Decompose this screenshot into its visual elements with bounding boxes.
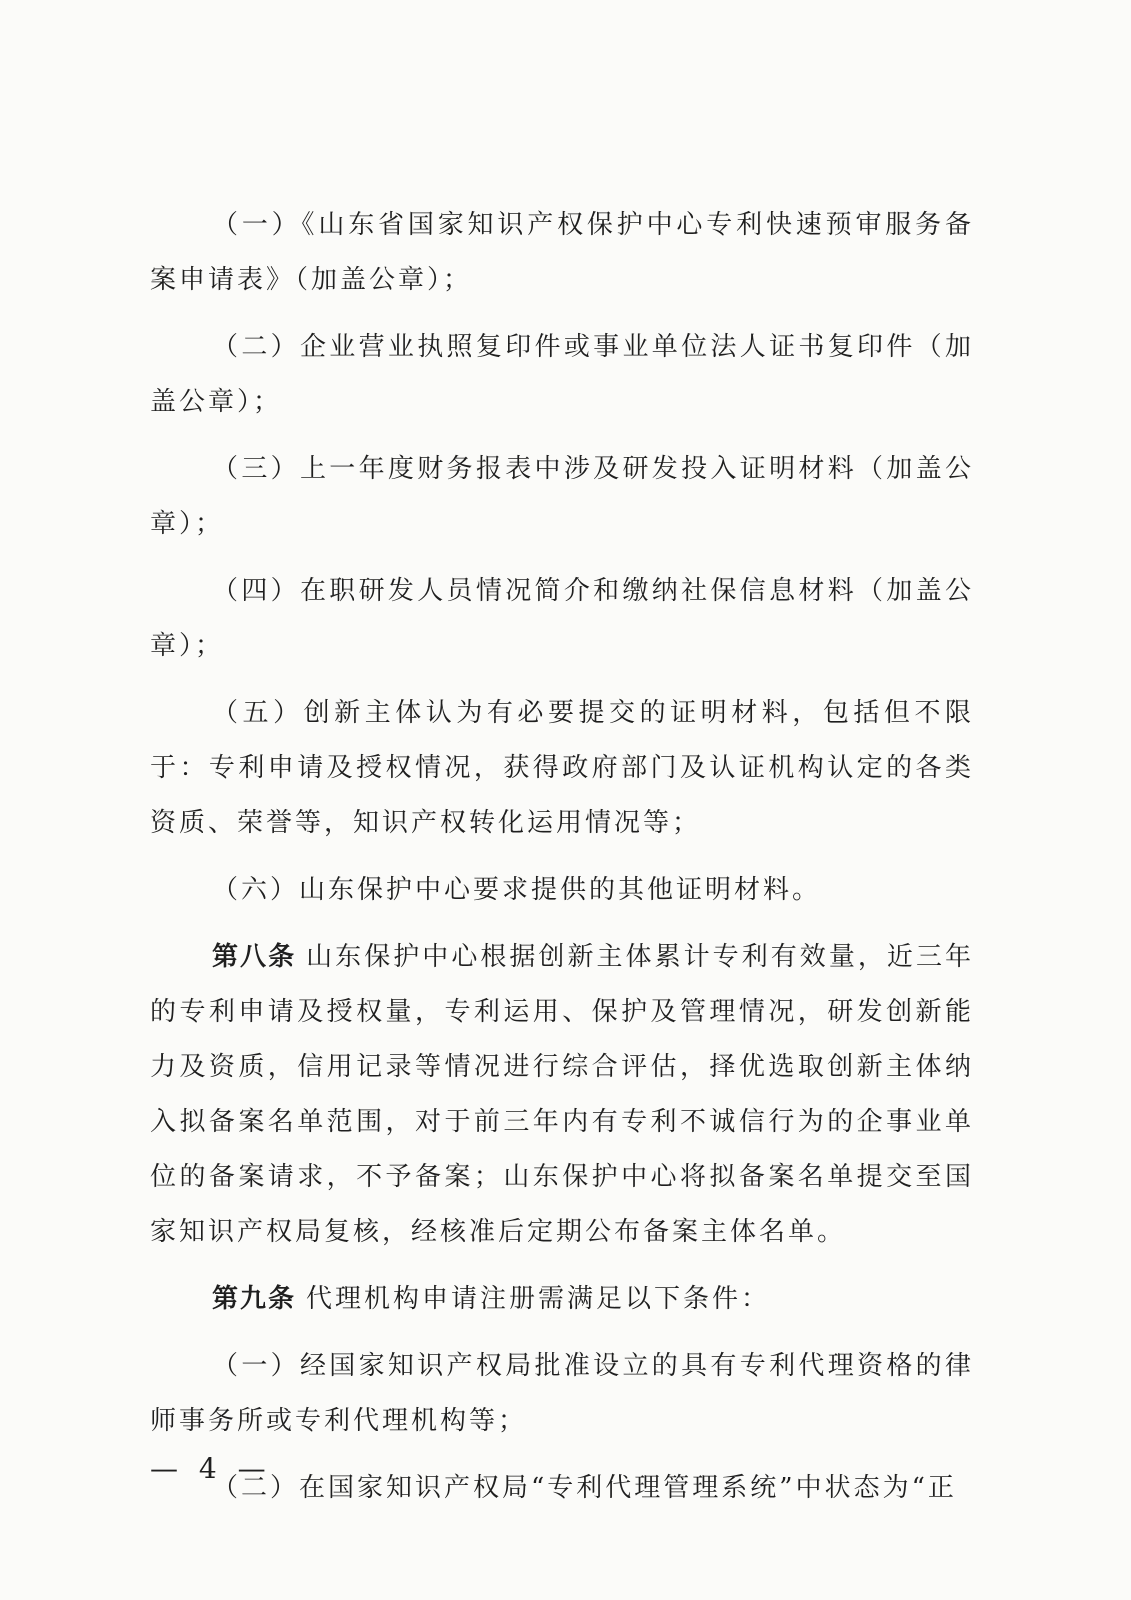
item-4-rd-personnel: （四）在职研发人员情况简介和缴纳社保信息材料（加盖公章）； <box>150 576 974 661</box>
article-9-item-2: （二）在国家知识产权局“专利代理管理系统”中状态为“正 <box>212 1473 957 1503</box>
article-8-text: 山东保护中心根据创新主体累计专利有效量，近三年的专利申请及授权量，专利运用、保护及管理情况，研发创新能力及资质，信用记录等情况进行综合评估，择优选取创新主体纳入拟备案名单范围，对于前三年内有专利不诚信行为的企事业单位的备案请求，不予备案；山东保护中心将拟备案名单提交至国家知识产权局复核，经核准后定期公布备案主体名单。 <box>150 942 974 1247</box>
article-9-item-1: （一）经国家知识产权局批准设立的具有专利代理资格的律师事务所或专利代理机构等； <box>150 1351 974 1436</box>
item-6-other-materials: （六）山东保护中心要求提供的其他证明材料。 <box>212 875 822 905</box>
document-body <box>150 198 974 1528</box>
item-3-financial-report: （三）上一年度财务报表中涉及研发投入证明材料（加盖公章）； <box>150 454 974 539</box>
article-8 <box>150 930 974 1260</box>
item-2-business-license: （二）企业营业执照复印件或事业单位法人证书复印件（加盖公章）； <box>150 332 974 417</box>
article-8-heading: 第八条 <box>212 942 297 972</box>
article-9-heading: 第九条 <box>212 1284 297 1314</box>
page-number: — 4 — <box>150 1452 272 1485</box>
article-9 <box>150 1272 974 1327</box>
item-1-application-form: （一）《山东省国家知识产权保护中心专利快速预审服务备案申请表》（加盖公章）； <box>150 210 974 295</box>
article-9-text: 代理机构申请注册需满足以下条件： <box>306 1284 771 1314</box>
item-5-supporting-materials: （五）创新主体认为有必要提交的证明材料，包括但不限于：专利申请及授权情况，获得政府部门及认证机构认定的各类资质、荣誉等，知识产权转化运用情况等； <box>150 698 974 838</box>
